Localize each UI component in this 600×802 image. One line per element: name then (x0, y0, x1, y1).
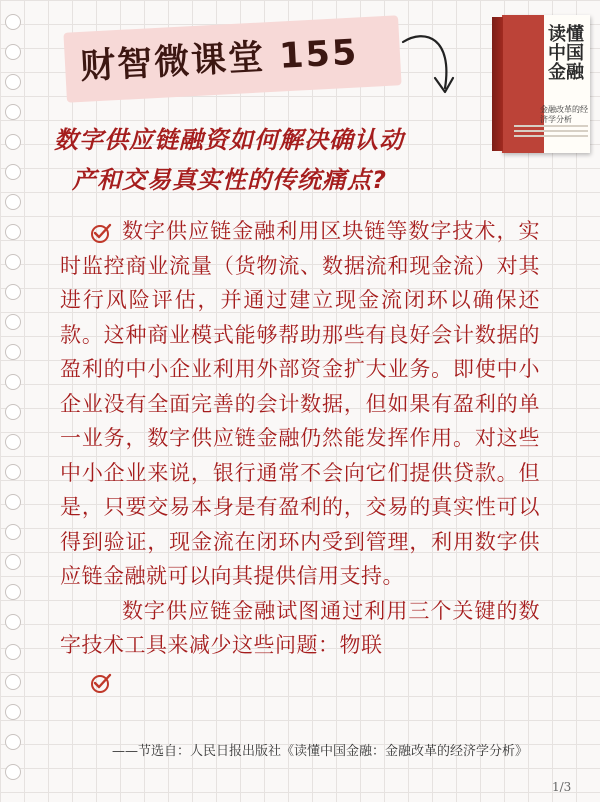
notebook-binding (0, 0, 22, 802)
book-title: 读懂中国金融 (548, 24, 584, 83)
paragraph-1: 数字供应链金融利用区块链等数字技术，实时监控商业流量（货物流、数据流和现金流）对其进行风险评估，并通过建立现金流闭环以确保还款。这种商业模式能够帮助那些有良好会计数据的盈利的中小企业利用外部资金扩大业务。即使中小企业没有全面完善的会计数据，但如果有盈利的单一业务，数字供应链金融仍然能发挥作用。对这些中小企业来说，银行通常不会向它们提供贷款。但是，只要交易本身是有盈利的，交易的真实性可以得到验证，现金流在闭环内受到管理，利用数字供应链金融就可以向其提供信用支持。 (60, 219, 540, 588)
check-circle-icon (89, 671, 113, 695)
book-subtitle: 金融改革的经济学分析 (540, 105, 588, 124)
page-title: 财智微课堂 155 (79, 32, 360, 88)
page-number: 1/3 (552, 780, 572, 794)
article-body (60, 214, 540, 663)
paragraph-2: 数字供应链金融试图通过利用三个关键的数字技术工具来减少这些问题：物联 (60, 598, 540, 657)
subtitle-line-2: 产和交易真实性的传统痛点? (72, 166, 387, 194)
arrow-curve-icon (395, 28, 465, 108)
subtitle-line-1: 数字供应链融资如何解决确认动 (54, 126, 404, 154)
source-citation: ——节选自：人民日报出版社《读懂中国金融：金融改革的经济学分析》 (112, 744, 529, 759)
book-cover-image (492, 15, 590, 153)
